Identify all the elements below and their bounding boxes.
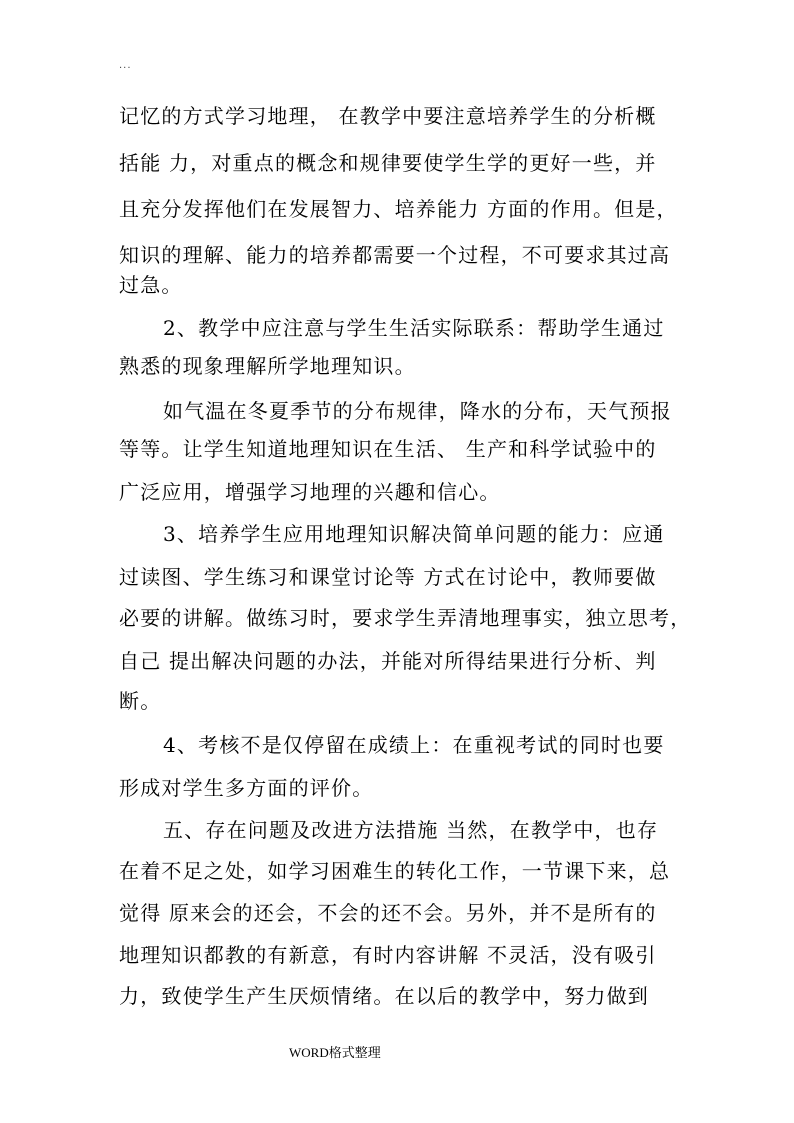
body-line: 括能 力，对重点的概念和规律要使学生学的更好一些，并 (119, 151, 657, 175)
body-line: 自己 提出解决问题的办法，并能对所得结果进行分析、判 (119, 649, 657, 673)
body-line: 断。 (119, 689, 162, 713)
body-line: 形成对学生多方面的评价。 (119, 776, 374, 800)
body-line: 在着不足之处，如学习困难生的转化工作，一节课下来，总 (119, 859, 671, 883)
page-footer: WORD格式整理 (289, 1045, 381, 1060)
body-line: 如气温在冬夏季节的分布规律，降水的分布，天气预报 (163, 399, 672, 423)
body-line: 且充分发挥他们在发展智力、培养能力 方面的作用。但是， (119, 197, 678, 221)
body-line: 3、培养学生应用地理知识解决简单问题的能力：应通 (163, 522, 665, 546)
body-line: 觉得 原来会的还会，不会的还不会。另外，并不是所有的 (119, 901, 657, 925)
body-line: 知识的理解、能力的培养都需要一个过程，不可要求其过高 (119, 243, 671, 267)
body-line: 广泛应用，增强学习地理的兴趣和信心。 (119, 480, 501, 504)
body-line: 五、存在问题及改进方法措施 当然，在教学中，也存 (163, 818, 659, 842)
page-header-mark: ... (119, 60, 132, 71)
body-line: 记忆的方式学习地理， 在教学中要注意培养学生的分析概 (119, 104, 657, 128)
body-line: 必要的讲解。做练习时，要求学生弄清地理事实，独立思考， (119, 606, 692, 630)
body-line: 等等。让学生知道地理知识在生活、 生产和科学试验中的 (119, 437, 657, 461)
body-line: 2、教学中应注意与学生生活实际联系：帮助学生通过 (163, 316, 665, 340)
body-line: 熟悉的现象理解所学地理知识。 (119, 354, 416, 378)
body-line: 过急。 (119, 273, 183, 297)
body-line: 过读图、学生练习和课堂讨论等 方式在讨论中，教师要做 (119, 565, 657, 589)
body-line: 力，致使学生产生厌烦情绪。在以后的教学中，努力做到 (119, 984, 649, 1008)
body-line: 地理知识都教的有新意，有时内容讲解 不灵活，没有吸引 (119, 943, 657, 967)
body-line: 4、考核不是仅停留在成绩上：在重视考试的同时也要 (163, 733, 665, 757)
